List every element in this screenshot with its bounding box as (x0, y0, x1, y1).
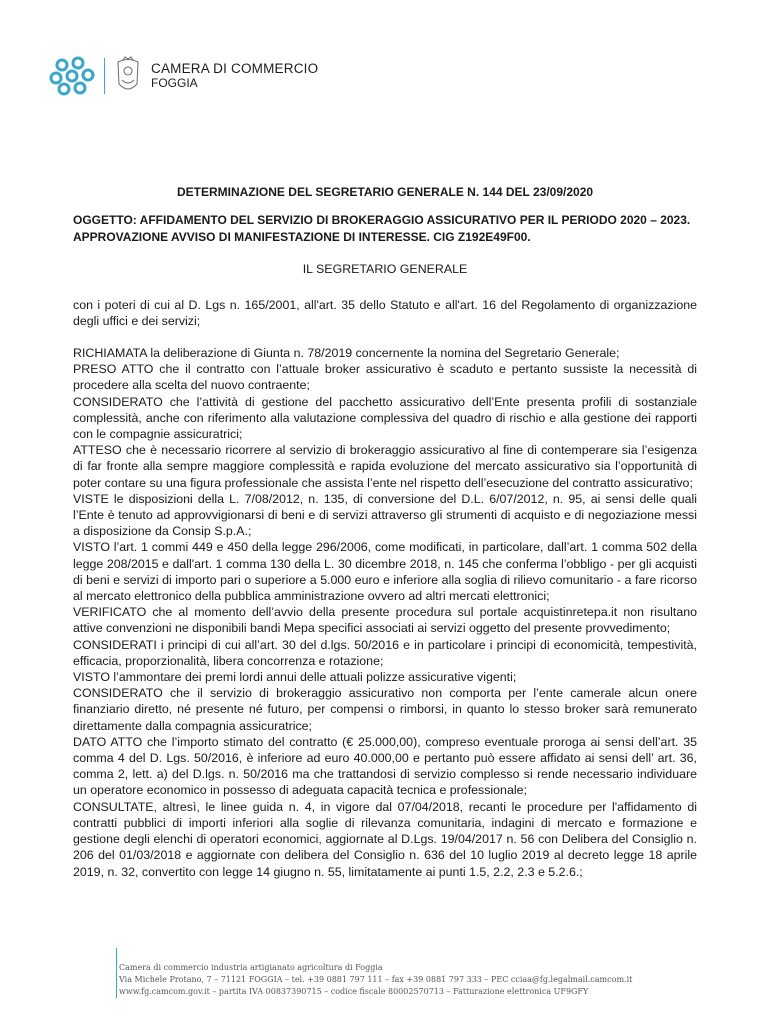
paragraph-viste: VISTE le disposizioni della L. 7/08/2012, n. 135, di conversione del D.L. 6/07/2012, n. 95, ai sensi delle quali l’Ente è tenuto ad approvvigionarsi di beni e di servizi attraverso gli strumenti di acquisto e di negoziazione messi a disposizione da Consip S.p.A.; (73, 491, 697, 539)
paragraph-dato-atto: DATO ATTO che l’importo stimato del contratto (€ 25.000,00), compreso eventuale proroga ai sensi dell’art. 35 comma 4 del D. Lgs. 50/2016, è inferiore ad euro 40.000,00 e pertanto può essere affidato ai sensi dell’ art. 36, comma 2, lett. a) del D.lgs. n. 50/2016 ma che trattandosi di servizio complesso si rende necessario individuare un operatore economico in possesso di adeguata capacità tecnica e professionale; (73, 734, 697, 798)
paragraph-consultate: CONSULTATE, altresì, le linee guida n. 4, in vigore dal 07/04/2018, recanti le procedure per l'affidamento di contratti pubblici di importi inferiori alla soglie di rilevanza comunitaria, indagini di mercato e formazione e gestione degli elenchi di operatori economici, aggiornate al D.Lgs. 19/04/2017 n. 56 con Delibera del Consiglio n. 206 del 01/03/2018 e aggiornate con delibera del Consiglio n. 636 del 10 luglio 2019 al decreto legge 18 aprile 2019, n. 32, convertito con legge 14 giugno n. 55, limitatamente ai punti 1.5, 2.2, 2.3 e 5.2.6.; (73, 799, 697, 879)
paragraph-richiamata: RICHIAMATA la deliberazione di Giunta n. 78/2019 concernente la nomina del Segretario Generale; (73, 346, 620, 360)
subject-line1: OGGETTO: AFFIDAMENTO DEL SERVIZIO DI BROKERAGGIO ASSICURATIVO PER IL PERIODO 2020 – 2023. (73, 213, 691, 227)
paragraph-visto-1: VISTO l’art. 1 commi 449 e 450 della legge 296/2006, come modificati, in particolare, dall’art. 1 comma 502 della legge 208/2015 e dall'art. 1 comma 130 della L. 30 dicembre 2018, n. 145 che conferma l’obbligo - per gli acquisti di beni e servizi di importo pari o superiore a 5.000 euro e inferiore alla soglia di rilievo comunitario - a fare ricorso al mercato elettronico della pubblica amministrazione ovvero ad altri mercati elettronici; (73, 540, 697, 604)
organization-name (151, 62, 318, 90)
page-footer (116, 948, 632, 998)
intro-paragraph: con i poteri di cui al D. Lgs n. 165/2001, all'art. 35 dello Statuto e all'art. 16 del Regolamento di organizzazione degli uffici e dei servizi; (73, 298, 697, 329)
document-title: DETERMINAZIONE DEL SEGRETARIO GENERALE N. 144 DEL 23/09/2020 (176, 185, 594, 199)
document-subject (73, 212, 697, 246)
paragraph-preso-atto: PRESO ATTO che il contratto con l’attuale broker assicurativo è scaduto e pertanto sussiste la necessità di procedere alla scelta del nuovo contraente; (73, 362, 697, 393)
section-heading: IL SEGRETARIO GENERALE (302, 262, 468, 276)
footer-line2: Via Michele Protano, 7 – 71121 FOGGIA – tel. +39 0881 797 111 – fax +39 0881 797 333 – PEC cciaa@fg.legalmail.camcom.it (119, 975, 633, 984)
coat-of-arms-icon (113, 56, 143, 96)
logo-divider (104, 58, 105, 94)
paragraph-considerato-1: CONSIDERATO che l’attività di gestione del pacchetto assicurativo dell’Ente presenta profili di sostanziale complessità, anche con riferimento alla valutazione complessiva del quadro di rischio e alla gestione dei rapporti con le compagnie assicuratrici; (73, 394, 697, 442)
paragraph-visto-2: VISTO l’ammontare dei premi lordi annui delle attuali polizze assicurative vigenti; (73, 670, 517, 685)
org-name-line2: FOGGIA (151, 76, 198, 90)
paragraph-considerato-2: CONSIDERATO che il servizio di brokeraggio assicurativo non comporta per l’ente camerale alcun onere finanziario diretto, né presente né futuro, per compensi o rimborsi, in quanto lo stesso broker sarà remunerato direttamente dalla compagnia assicuratrice; (73, 686, 697, 733)
paragraph-verificato: VERIFICATO che al momento dell’avvio della presente procedura sul portale acquistinretepa.it non risultano attive convenzioni ne disponibili bandi Mepa specifici associati ai servizi oggetto del presente provvedimento; (73, 605, 697, 636)
letterhead (48, 54, 318, 98)
footer-line1: Camera di commercio industria artigianato agricoltura di Foggia (119, 963, 383, 972)
document-body (73, 345, 697, 880)
subject-line2: APPROVAZIONE AVVISO DI MANIFESTAZIONE DI INTERESSE. CIG Z192E49F00. (73, 230, 531, 244)
paragraph-considerati: CONSIDERATI i principi di cui all’art. 30 del d.lgs. 50/2016 e in particolare i principi di economicità, tempestività, efficacia, proporzionalità, libera concorrenza e rotazione; (73, 637, 697, 668)
paragraph-atteso: ATTESO che è necessario ricorrere al servizio di brokeraggio assicurativo al fine di contemperare sia l’esigenza di far fronte alla sempre maggiore complessità e rapida evoluzione del mercato assicurativo sia l’opportunità di poter contare su una figura professionale che assista l’ente nel rispetto dell’esecuzione del contratto assicurativo; (73, 443, 697, 490)
chamber-logo-icon (48, 54, 100, 98)
footer-line3: www.fg.camcom.gov.it – partita IVA 00837390715 – codice fiscale 80002570713 – Fatturazione elettronica UF9GFY (119, 987, 589, 996)
org-name-line1: CAMERA DI COMMERCIO (151, 61, 319, 76)
